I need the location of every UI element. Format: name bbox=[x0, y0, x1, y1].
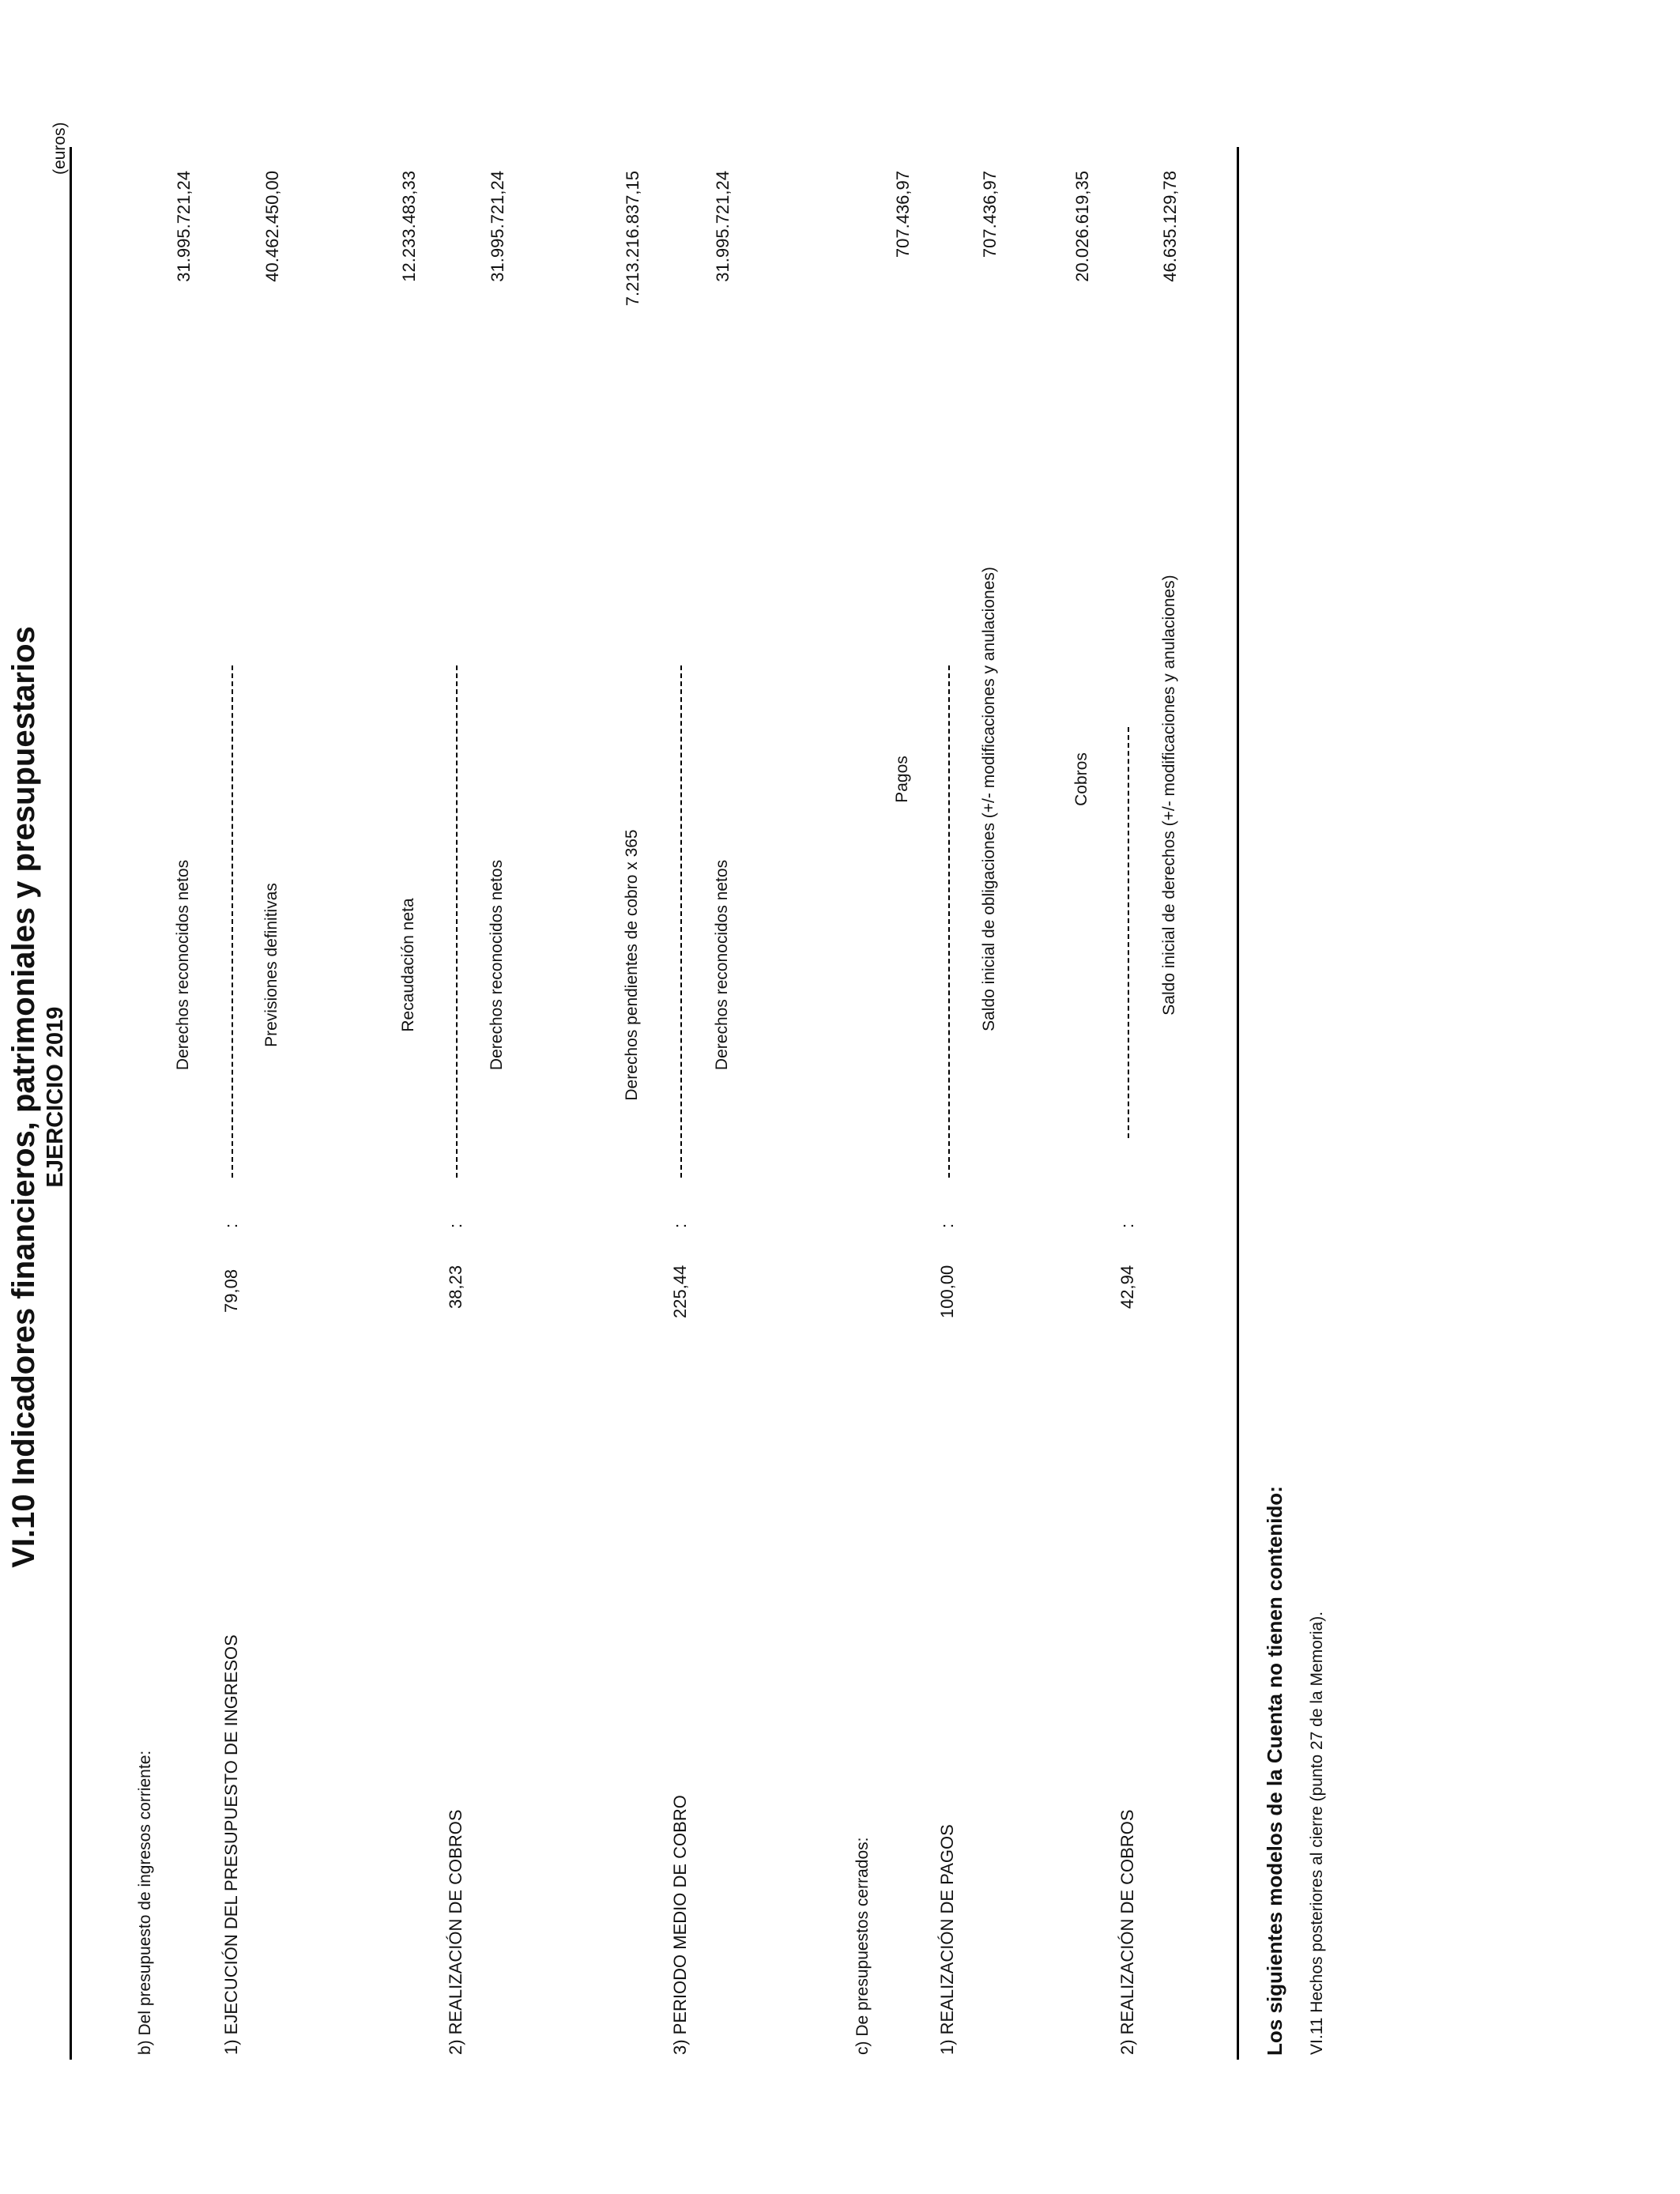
section-b-heading: b) Del presupuesto de ingresos corriente: bbox=[136, 1750, 154, 2055]
denominator-label: Derechos reconocidos netos bbox=[713, 859, 731, 1071]
indicator-value: 79,08 bbox=[221, 1269, 241, 1313]
denominator-label: Saldo inicial de derechos (+/- modificaciones y anulaciones) bbox=[1160, 575, 1178, 1016]
top-rule bbox=[70, 147, 72, 2060]
numerator-value: 20.026.619,35 bbox=[1072, 171, 1092, 282]
numerator-value: 31.995.721,24 bbox=[174, 171, 194, 282]
indicator-label: 1) EJECUCIÓN DEL PRESUPUESTO DE INGRESOS bbox=[221, 1634, 241, 2055]
middle-rule bbox=[1237, 147, 1239, 2060]
indicator-colon: : bbox=[937, 1223, 957, 1228]
denominator-label: Saldo inicial de obligaciones (+/- modificaciones y anulaciones) bbox=[980, 567, 998, 1031]
section-c-heading: c) De presupuestos cerrados: bbox=[853, 1837, 872, 2055]
fraction-line bbox=[1128, 727, 1129, 1138]
fraction-line bbox=[456, 665, 458, 1178]
indicator-value: 38,23 bbox=[446, 1265, 465, 1309]
indicator-colon: : bbox=[1117, 1223, 1137, 1228]
denominator-value: 40.462.450,00 bbox=[262, 171, 282, 282]
numerator-label: Recaudación neta bbox=[399, 898, 417, 1032]
numerator-value: 707.436,97 bbox=[893, 171, 913, 258]
denominator-label: Previsiones definitivas bbox=[262, 883, 281, 1047]
denominator-value: 707.436,97 bbox=[980, 171, 1000, 258]
denominator-value: 31.995.721,24 bbox=[488, 171, 507, 282]
page-subtitle: EJERCICIO 2019 bbox=[43, 1006, 68, 1188]
numerator-value: 7.213.216.837,15 bbox=[623, 171, 642, 307]
denominator-value: 46.635.129,78 bbox=[1160, 171, 1180, 282]
indicator-colon: : bbox=[221, 1223, 241, 1228]
numerator-label: Pagos bbox=[893, 756, 911, 803]
numerator-label: Derechos reconocidos netos bbox=[174, 859, 192, 1071]
indicator-colon: : bbox=[670, 1223, 690, 1228]
indicator-value: 42,94 bbox=[1117, 1265, 1137, 1309]
denominator-value: 31.995.721,24 bbox=[713, 171, 733, 282]
indicator-colon: : bbox=[446, 1223, 465, 1228]
indicator-label: 1) REALIZACIÓN DE PAGOS bbox=[937, 1824, 957, 2055]
notes-item: VI.11 Hechos posteriores al cierre (punto 27 de la Memoria). bbox=[1308, 1611, 1326, 2055]
units-label: (euros) bbox=[51, 122, 69, 175]
numerator-label: Derechos pendientes de cobro x 365 bbox=[623, 829, 641, 1101]
fraction-line bbox=[948, 665, 950, 1178]
numerator-label: Cobros bbox=[1072, 752, 1090, 806]
numerator-value: 12.233.483,33 bbox=[399, 171, 419, 282]
notes-heading: Los siguientes modelos de la Cuenta no tienen contenido: bbox=[1263, 1486, 1286, 2056]
denominator-label: Derechos reconocidos netos bbox=[488, 859, 506, 1071]
indicator-value: 225,44 bbox=[670, 1265, 690, 1318]
indicator-label: 3) PERIODO MEDIO DE COBRO bbox=[670, 1795, 690, 2055]
indicator-label: 2) REALIZACIÓN DE COBROS bbox=[1117, 1809, 1137, 2055]
fraction-line bbox=[232, 665, 233, 1178]
indicator-value: 100,00 bbox=[937, 1265, 957, 1318]
page-title: VI.10 Indicadores financieros, patrimoniales y presupuestarios bbox=[6, 626, 41, 1568]
fraction-line bbox=[680, 665, 682, 1178]
indicator-label: 2) REALIZACIÓN DE COBROS bbox=[446, 1809, 465, 2055]
